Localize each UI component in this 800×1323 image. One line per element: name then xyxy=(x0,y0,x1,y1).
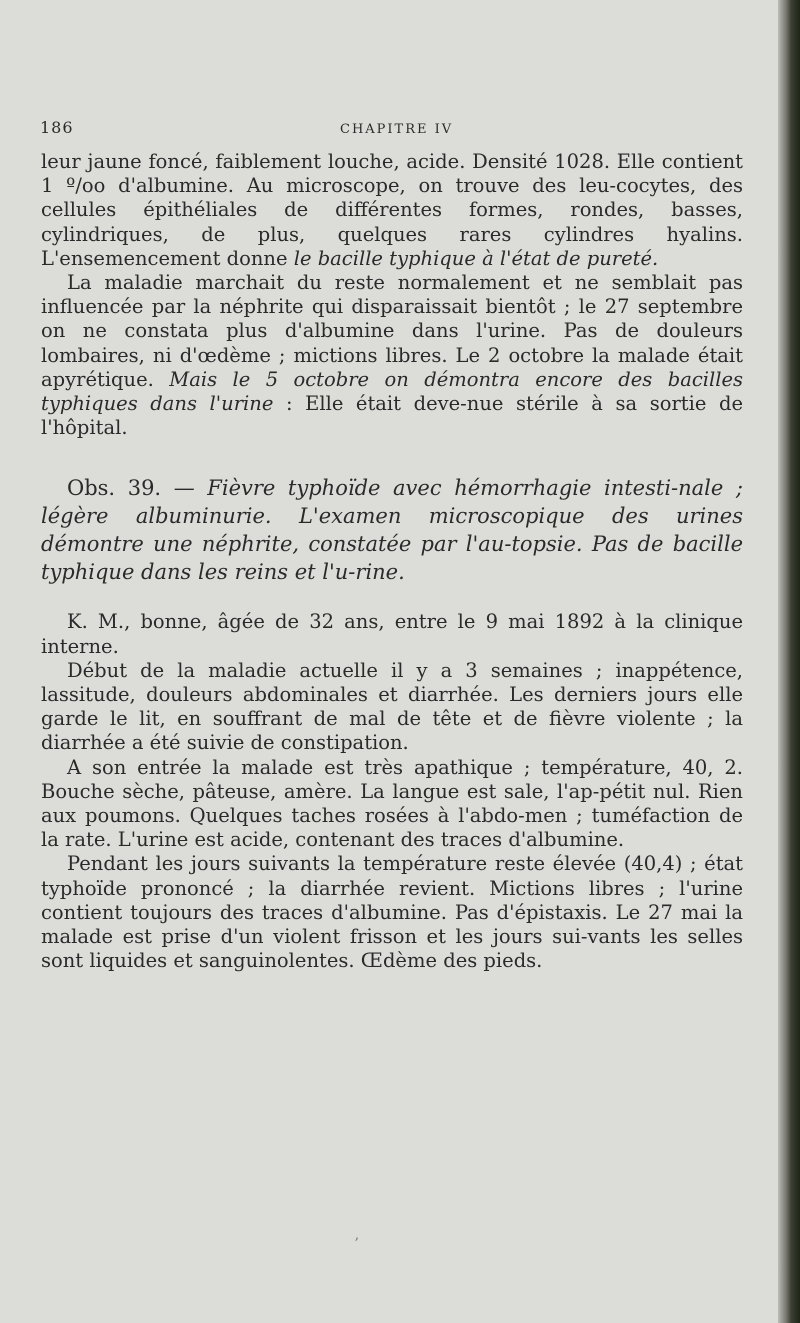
observation-title: Fièvre typhoïde avec hémorrhagie intesti-nale ; légère albuminurie. L'examen microscopique des urines démontre une néphrite, constatée par l'au-topsie. Pas de bacille typhique dans les reins et l'u-rine. xyxy=(41,476,743,585)
case-paragraph-2: Début de la maladie actuelle il y a 3 semaines ; inappétence, lassitude, douleurs abdominales et diarrhée. Les derniers jours elle garde le lit, en souffrant de mal de tête et de fièvre violente ; la diarrhée a été suivie de constipation. xyxy=(41,658,743,755)
case-paragraph-1: K. M., bonne, âgée de 32 ans, entre le 9 mai 1892 à la clinique interne. xyxy=(41,610,743,658)
case-paragraph-3: A son entrée la malade est très apathique ; température, 40, 2. Bouche sèche, pâteuse, amère. La langue est sale, l'ap-pétit nul. Rien aux poumons. Quelques taches rosées à l'abdo-men ; tuméfaction de la rate. L'urine est acide, contenant des traces d'albumine. xyxy=(41,755,743,852)
continuation-paragraph-1 xyxy=(41,150,743,271)
running-head xyxy=(0,118,778,148)
stray-mark: ʼ xyxy=(354,1236,359,1252)
book-binding-edge xyxy=(778,0,800,1323)
running-title: CHAPITRE IV xyxy=(340,122,454,137)
paragraph-text: : Elle était deve-nue stérile à sa sortie de l'hôpital. xyxy=(41,392,743,440)
observation-dash: — xyxy=(161,476,208,501)
paragraph-text: La maladie marchait du reste normalement et ne semblait pas influencée par la néphrite qui disparaissait bientôt ; le 27 septembre on ne constata plus d'albumine dans l'urine. Pas de douleurs lombaires, ni d'œdème ; mictions libres. Le 2 octobre la malade était apyrétique. xyxy=(41,271,743,391)
italic-text: Mais le 5 octobre on démontra encore des bacilles typhiques dans l'urine xyxy=(41,367,743,416)
observation-heading xyxy=(41,474,743,586)
case-paragraph-4: Pendant les jours suivants la température reste élevée (40,4) ; état typhoïde prononcé ; la diarrhée revient. Mictions libres ; l'urine contient toujours des traces d'albumine. Pas d'épistaxis. Le 27 mai la malade est prise d'un violent frisson et les jours sui-vants les selles sont liquides et sanguinolentes. Œdème des pieds. xyxy=(41,852,743,973)
continuation-paragraph-2 xyxy=(41,271,743,440)
observation-label: Obs. 39. xyxy=(67,476,162,501)
page-number: 186 xyxy=(40,118,74,137)
italic-text: le bacille typhique à l'état de pureté. xyxy=(293,246,659,270)
paragraph-text: leur jaune foncé, faiblement louche, acide. Densité 1028. Elle contient 1 º/oo d'albumine. Au microscope, on trouve des leu-cocytes, des cellules épithéliales de différentes formes, rondes, basses, cylindriques, de plus, quelques rares cylindres hyalins. L'ensemencement donne xyxy=(41,150,743,270)
body-text xyxy=(41,150,743,973)
